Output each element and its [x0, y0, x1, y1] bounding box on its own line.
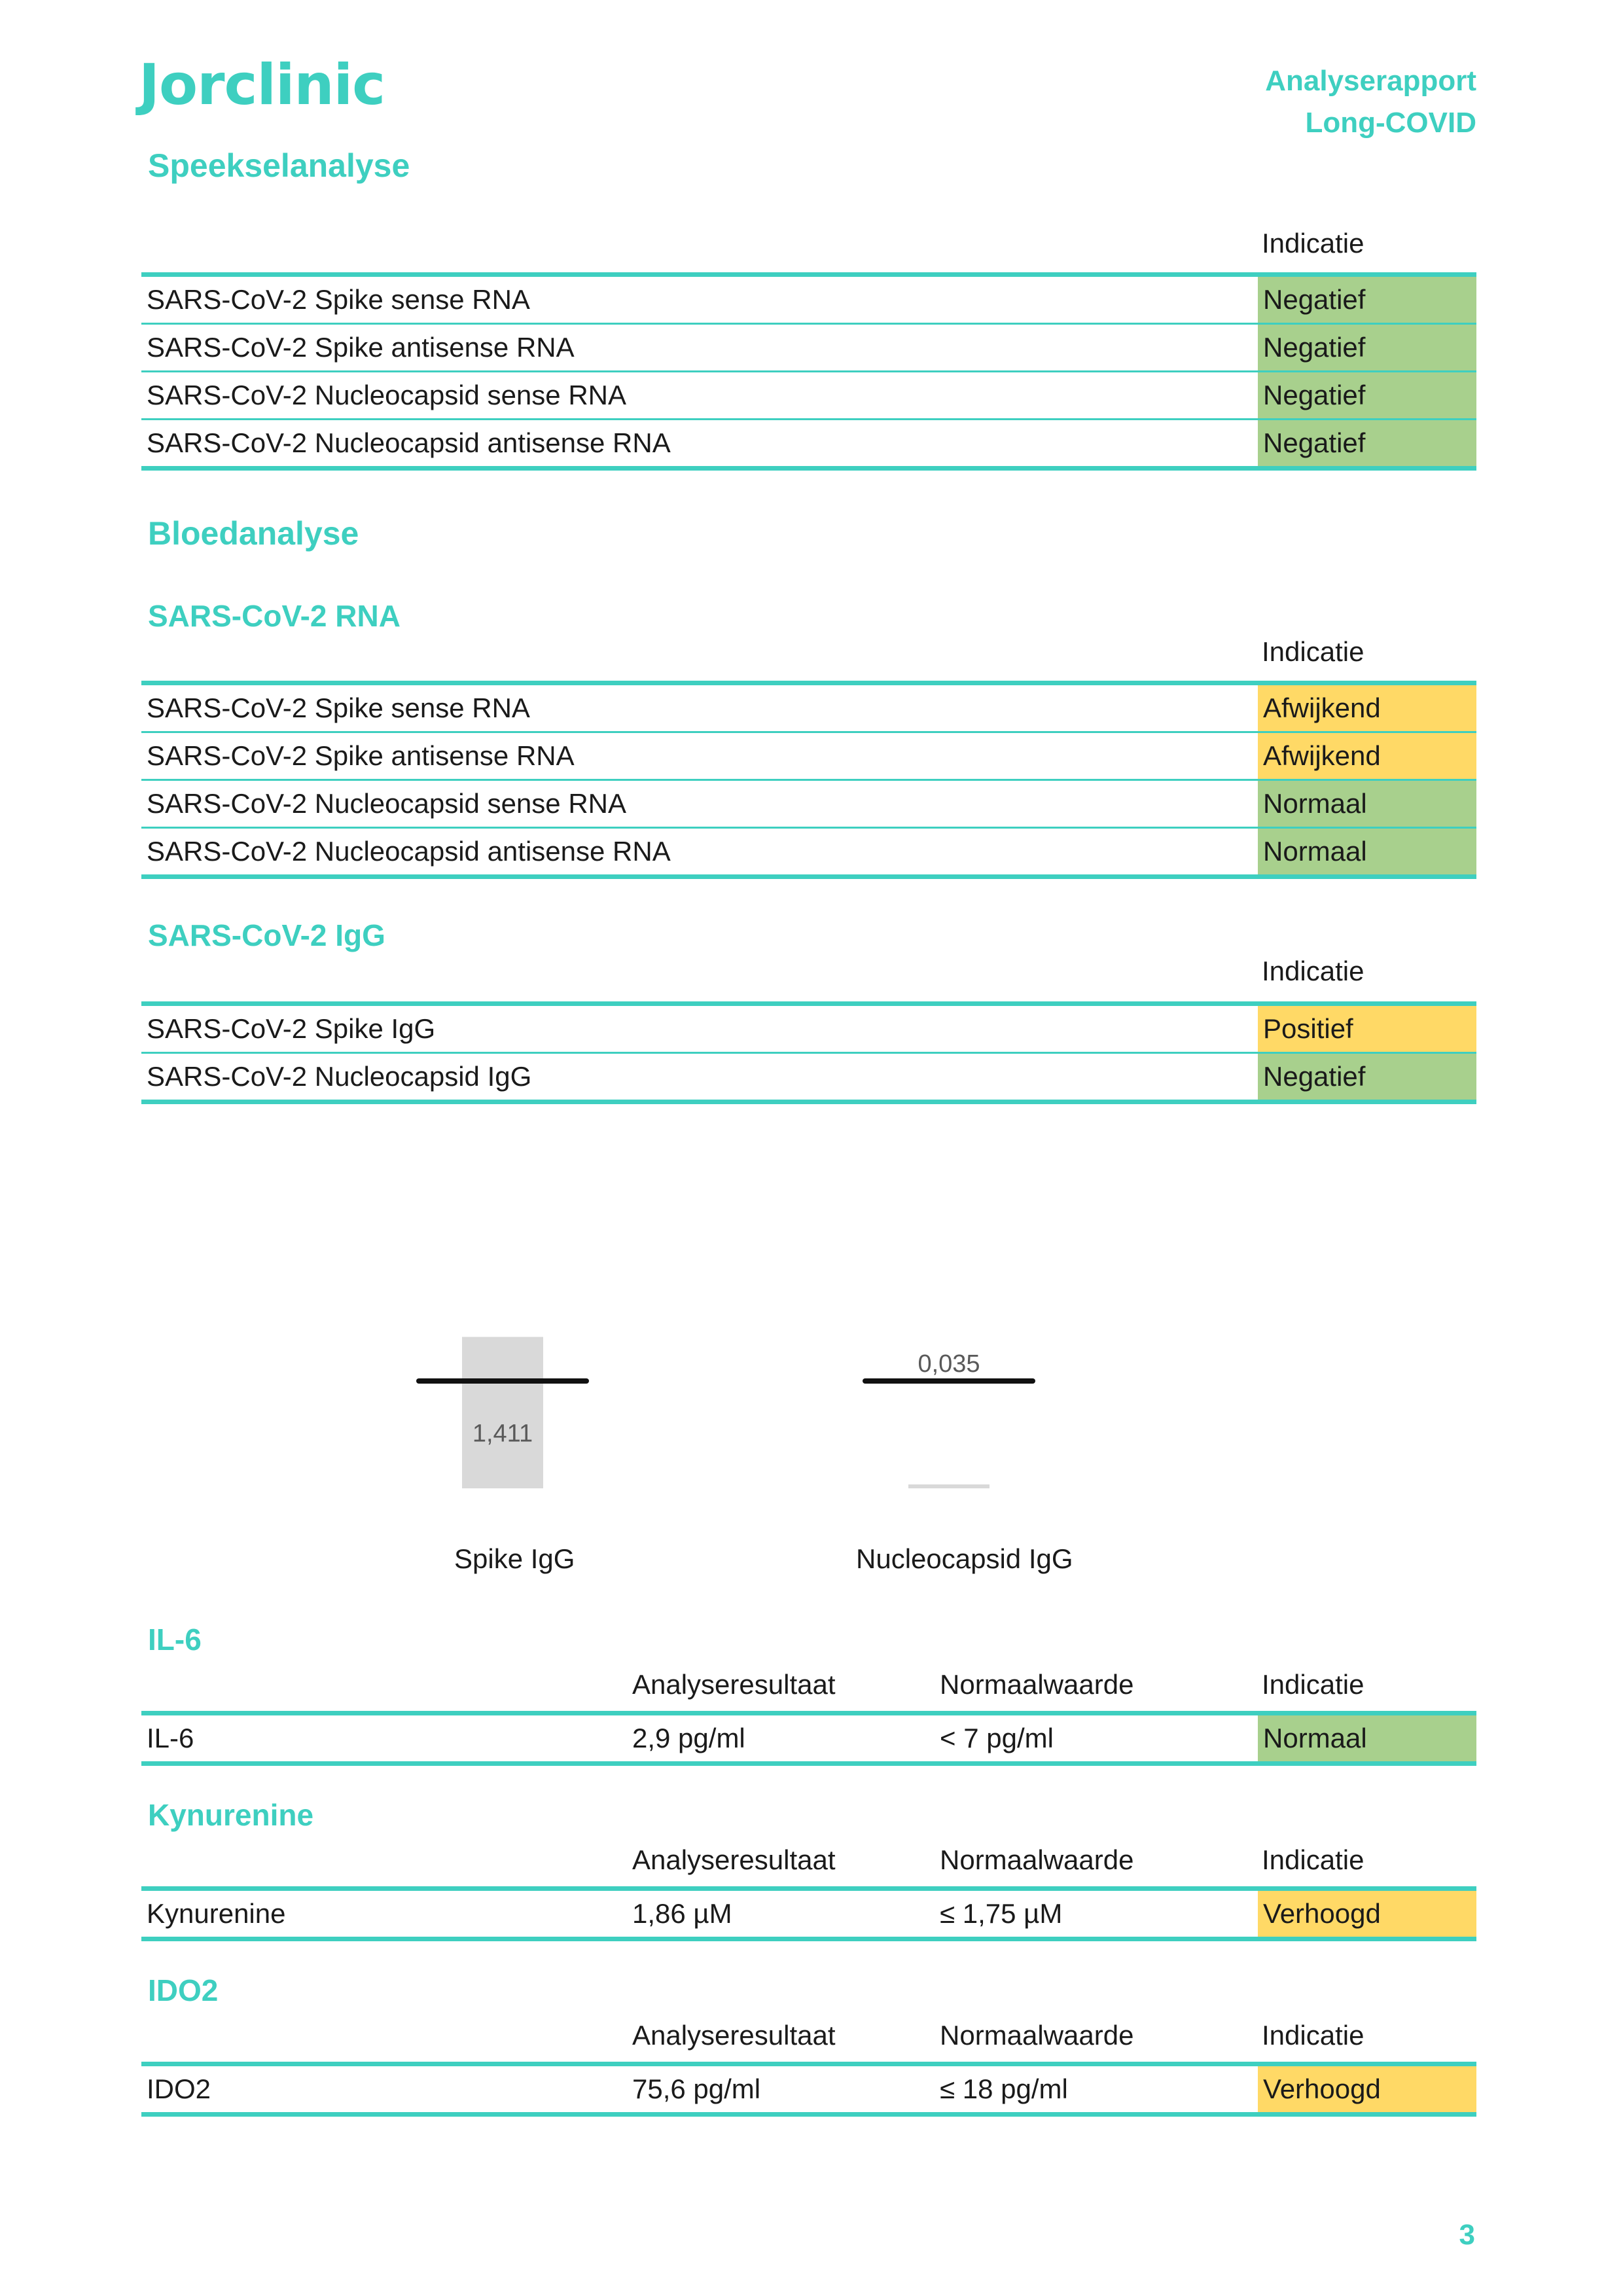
row-name: SARS-CoV-2 Spike antisense RNA [147, 332, 575, 363]
row-indication: Negatief [1258, 420, 1476, 466]
row-name: IDO2 [147, 2073, 211, 2104]
ido2-col-result: Analyseresultaat [632, 2020, 836, 2051]
rna-col-indicatie: Indicatie [1262, 636, 1364, 667]
ido2-subsection-title: IDO2 [148, 1973, 219, 2007]
igg-table [141, 1001, 1476, 1104]
table-row [141, 1715, 1476, 1761]
report-title-line2: Long-COVID [1305, 107, 1476, 139]
table-row [141, 1052, 1476, 1100]
chart-bar-1 [908, 1484, 990, 1488]
kynurenine-subsection-title: Kynurenine [148, 1798, 314, 1832]
row-name: SARS-CoV-2 Spike antisense RNA [147, 740, 575, 771]
il6-col-normal: Normaalwaarde [940, 1669, 1134, 1700]
table-row [141, 2066, 1476, 2112]
row-name: IL-6 [147, 1723, 194, 1753]
row-name: SARS-CoV-2 Nucleocapsid IgG [147, 1061, 532, 1092]
il6-col-result: Analyseresultaat [632, 1669, 836, 1700]
chart-bar-0 [462, 1337, 543, 1488]
report-title-line1: Analyserapport [1265, 65, 1476, 97]
row-indication: Negatief [1258, 277, 1476, 323]
kynurenine-table [141, 1886, 1476, 1941]
rna-subsection-title: SARS-CoV-2 RNA [148, 599, 401, 633]
row-indication: Afwijkend [1258, 733, 1476, 779]
ido2-col-indicatie: Indicatie [1262, 2020, 1364, 2051]
saliva-col-indicatie: Indicatie [1262, 228, 1364, 259]
report-title [1265, 60, 1476, 144]
il6-subsection-title: IL-6 [148, 1623, 202, 1657]
table-row [141, 779, 1476, 827]
il6-table [141, 1711, 1476, 1766]
row-name: SARS-CoV-2 Nucleocapsid sense RNA [147, 380, 626, 410]
table-row [141, 731, 1476, 779]
table-row [141, 418, 1476, 466]
row-name: SARS-CoV-2 Nucleocapsid sense RNA [147, 788, 626, 819]
row-result: 75,6 pg/ml [632, 2073, 761, 2104]
row-name: Kynurenine [147, 1898, 286, 1929]
row-indication: Positief [1258, 1006, 1476, 1052]
igg-subsection-title: SARS-CoV-2 IgG [148, 918, 385, 952]
blood-section-title: Bloedanalyse [148, 515, 359, 552]
table-row [141, 685, 1476, 731]
row-indication: Negatief [1258, 1054, 1476, 1100]
kynurenine-col-indicatie: Indicatie [1262, 1844, 1364, 1875]
row-result: 1,86 µM [632, 1898, 732, 1929]
row-name: SARS-CoV-2 Spike sense RNA [147, 284, 530, 315]
row-name: SARS-CoV-2 Spike IgG [147, 1013, 436, 1044]
row-normal: < 7 pg/ml [940, 1723, 1054, 1753]
page-number: 3 [1459, 2219, 1475, 2251]
row-indication: Normaal [1258, 829, 1476, 874]
table-row [141, 1891, 1476, 1937]
row-indication: Afwijkend [1258, 685, 1476, 731]
chart-value-label-1: 0,035 [918, 1350, 980, 1378]
row-indication: Negatief [1258, 325, 1476, 370]
kynurenine-col-result: Analyseresultaat [632, 1844, 836, 1875]
row-indication: Normaal [1258, 781, 1476, 827]
row-indication: Negatief [1258, 372, 1476, 418]
chart-value-label-0: 1,411 [472, 1420, 533, 1448]
table-row [141, 1006, 1476, 1052]
il6-col-indicatie: Indicatie [1262, 1669, 1364, 1700]
igg-col-indicatie: Indicatie [1262, 956, 1364, 986]
row-result: 2,9 pg/ml [632, 1723, 745, 1753]
rna-table [141, 681, 1476, 879]
row-indication: Verhoogd [1258, 2066, 1476, 2112]
table-row [141, 323, 1476, 370]
row-normal: ≤ 1,75 µM [940, 1898, 1063, 1929]
chart-category-spike: Spike IgG [454, 1543, 575, 1574]
row-name: SARS-CoV-2 Spike sense RNA [147, 692, 530, 723]
saliva-table [141, 272, 1476, 471]
table-row [141, 827, 1476, 874]
kynurenine-col-normal: Normaalwaarde [940, 1844, 1134, 1875]
igg-bar-chart [0, 1244, 1623, 1571]
row-indication: Verhoogd [1258, 1891, 1476, 1937]
table-row [141, 277, 1476, 323]
table-row [141, 370, 1476, 418]
chart-category-nucleocapsid: Nucleocapsid IgG [856, 1543, 1073, 1574]
row-name: SARS-CoV-2 Nucleocapsid antisense RNA [147, 836, 671, 867]
clinic-logo: Jorclinic [139, 52, 385, 118]
saliva-section-title: Speekselanalyse [148, 147, 410, 184]
ido2-table [141, 2062, 1476, 2117]
row-indication: Normaal [1258, 1715, 1476, 1761]
row-normal: ≤ 18 pg/ml [940, 2073, 1068, 2104]
ido2-col-normal: Normaalwaarde [940, 2020, 1134, 2051]
row-name: SARS-CoV-2 Nucleocapsid antisense RNA [147, 427, 671, 458]
